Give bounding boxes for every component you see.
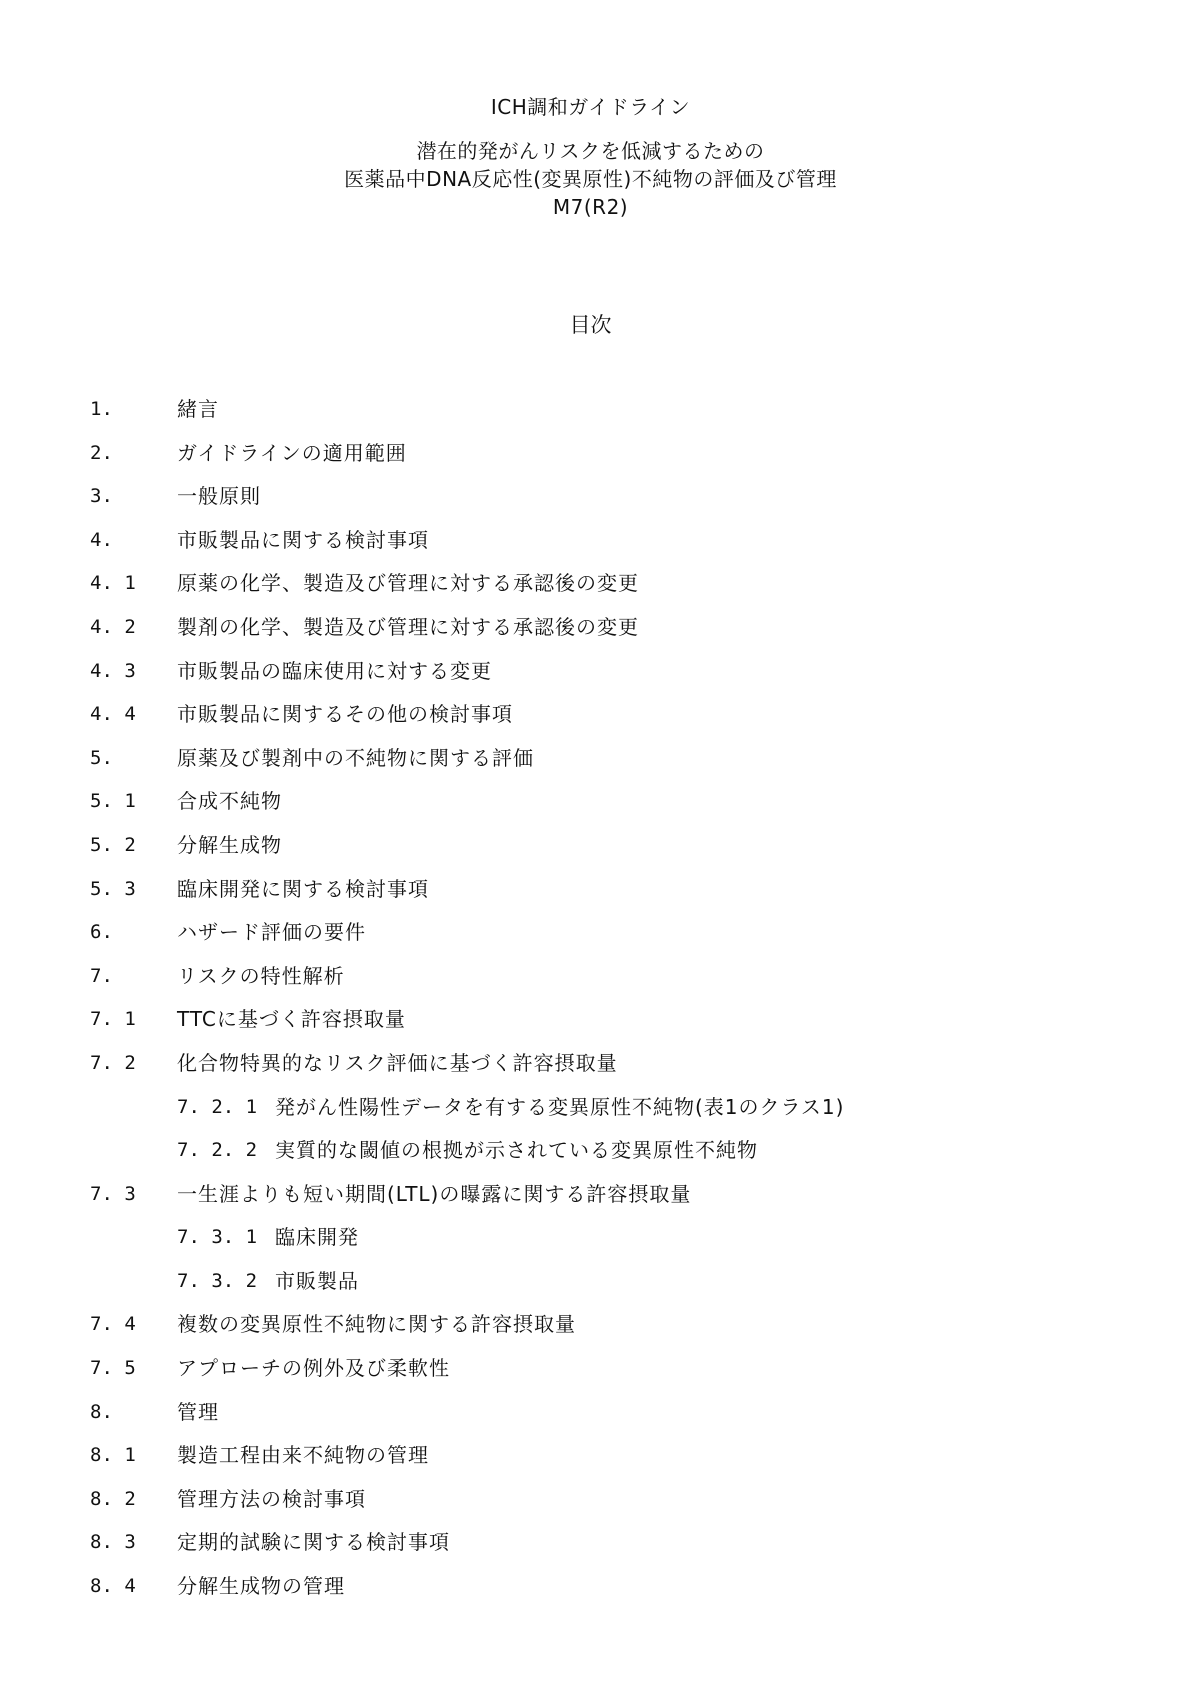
toc-section-title: 複数の変異原性不純物に関する許容摂取量: [177, 1312, 576, 1337]
toc-section-number: 8.: [90, 1400, 113, 1423]
toc-section-number: 7. 2. 1: [177, 1095, 258, 1118]
toc-section-title: 原薬及び製剤中の不純物に関する評価: [177, 745, 534, 770]
toc-section-title: 臨床開発に関する検討事項: [177, 876, 429, 901]
toc-section-title: 市販製品に関するその他の検討事項: [177, 702, 513, 727]
toc-section-title: 合成不純物: [177, 789, 282, 814]
toc-heading: 目次: [569, 313, 612, 337]
toc-entry: [0, 569, 1181, 613]
toc-section-title: 一般原則: [177, 484, 261, 509]
toc-section-title: TTCに基づく許容摂取量: [177, 1007, 406, 1032]
toc-section-title: 原薬の化学、製造及び管理に対する承認後の変更: [177, 571, 639, 596]
toc-section-title: アプローチの例外及び柔軟性: [177, 1356, 450, 1381]
toc-section-title: 製剤の化学、製造及び管理に対する承認後の変更: [177, 614, 639, 639]
toc-entry: [0, 875, 1181, 919]
toc-section-title: 化合物特異的なリスク評価に基づく許容摂取量: [177, 1050, 618, 1075]
toc-subentry: [0, 1136, 1181, 1180]
toc-entry: [0, 744, 1181, 788]
toc-section-number: 2.: [90, 441, 113, 464]
toc-section-number: 8. 1: [90, 1444, 136, 1467]
toc-section-title: 臨床開発: [275, 1225, 359, 1250]
toc-entry: [0, 657, 1181, 701]
toc-section-number: 1.: [90, 398, 113, 420]
toc-section-number: 8. 4: [90, 1575, 136, 1598]
toc-subentry: [0, 1267, 1181, 1311]
toc-section-number: 3.: [90, 485, 113, 508]
toc-section-number: 7. 1: [90, 1008, 136, 1031]
toc-section-number: 5. 2: [90, 833, 136, 856]
title-line-1: 潜在的発がんリスクを低減するための: [416, 139, 765, 163]
toc-section-title: 分解生成物: [177, 832, 282, 857]
toc-entry: [0, 526, 1181, 570]
toc-entry: [0, 1310, 1181, 1354]
toc-entry: [0, 1049, 1181, 1093]
toc-section-number: 5. 1: [90, 790, 136, 813]
toc-entry: [0, 439, 1181, 483]
toc-section-number: 5.: [90, 746, 113, 769]
toc-section-title: 市販製品の臨床使用に対する変更: [177, 658, 492, 683]
toc-section-number: 4. 4: [90, 703, 136, 726]
title-line-2: 医薬品中DNA反応性(変異原性)不純物の評価及び管理: [344, 167, 837, 191]
toc-section-title: 実質的な閾値の根拠が示されている変異原性不純物: [275, 1138, 758, 1163]
toc-subentry: [0, 1093, 1181, 1137]
toc-section-number: 7. 5: [90, 1357, 136, 1380]
toc-entry: [0, 787, 1181, 831]
toc-section-number: 7. 3. 1: [177, 1226, 258, 1249]
toc-section-number: 7.: [90, 964, 113, 987]
toc-section-title: 定期的試験に関する検討事項: [177, 1530, 450, 1555]
toc-entry: [0, 482, 1181, 526]
toc-section-title: ガイドラインの適用範囲: [177, 440, 407, 465]
toc-entry: [0, 613, 1181, 657]
toc-section-title: 市販製品: [275, 1268, 359, 1293]
toc-section-title: 管理: [177, 1399, 219, 1424]
guideline-header: [0, 93, 1181, 121]
toc-section-number: 7. 2: [90, 1051, 136, 1074]
toc-entry: [0, 1441, 1181, 1485]
document-title: [0, 137, 1181, 221]
toc-section-title: 製造工程由来不純物の管理: [177, 1443, 429, 1468]
toc-entry: [0, 918, 1181, 962]
toc-section-title: 管理方法の検討事項: [177, 1486, 366, 1511]
toc-entry: [0, 395, 1181, 439]
toc-section-number: 4.: [90, 528, 113, 551]
toc-entry: [0, 1485, 1181, 1529]
toc-section-number: 7. 3. 2: [177, 1269, 258, 1292]
toc-section-number: 6.: [90, 921, 113, 944]
toc-entry: [0, 962, 1181, 1006]
toc-section-number: 8. 2: [90, 1487, 136, 1510]
toc-entry: [0, 1398, 1181, 1442]
guideline-code: M7(R2): [552, 195, 629, 219]
toc-entry: [0, 831, 1181, 875]
toc-section-title: 緒言: [177, 397, 219, 421]
table-of-contents: [0, 395, 1181, 1616]
toc-section-number: 7. 4: [90, 1313, 136, 1336]
toc-entry: [0, 700, 1181, 744]
toc-section-number: 8. 3: [90, 1531, 136, 1554]
toc-section-title: リスクの特性解析: [177, 963, 345, 988]
toc-entry: [0, 1528, 1181, 1572]
toc-section-number: 4. 2: [90, 615, 136, 638]
toc-entry: [0, 1354, 1181, 1398]
toc-section-title: 発がん性陽性データを有する変異原性不純物(表1のクラス1): [275, 1094, 845, 1119]
toc-entry: [0, 1572, 1181, 1616]
toc-subentry: [0, 1223, 1181, 1267]
toc-section-number: 4. 3: [90, 659, 136, 682]
toc-section-number: 7. 2. 2: [177, 1139, 258, 1162]
toc-entry: [0, 1005, 1181, 1049]
toc-section-title: 分解生成物の管理: [177, 1574, 345, 1599]
toc-section-number: 4. 1: [90, 572, 136, 595]
toc-section-title: ハザード評価の要件: [177, 920, 366, 945]
toc-section-title: 市販製品に関する検討事項: [177, 527, 429, 552]
toc-section-number: 7. 3: [90, 1182, 136, 1205]
toc-section-number: 5. 3: [90, 877, 136, 900]
guideline-label: ICH調和ガイドライン: [490, 95, 691, 119]
toc-entry: [0, 1180, 1181, 1224]
toc-section-title: 一生涯よりも短い期間(LTL)の曝露に関する許容摂取量: [177, 1181, 692, 1206]
